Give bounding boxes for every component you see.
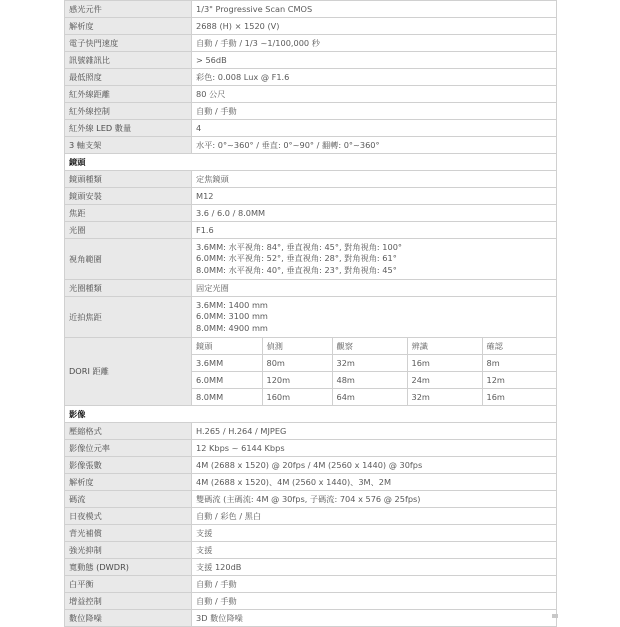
spec-value [192,297,557,338]
spec-value: 支援 120dB [192,559,557,576]
spec-label: 鏡頭安裝 [65,188,192,205]
spec-line: 3.6MM: 水平視角: 84°, 垂直視角: 45°, 對角視角: 100° [196,241,402,252]
spec-label: 視角範圍 [65,239,192,280]
spec-value: 水平: 0°~360° / 垂直: 0°~90° / 翻轉: 0°~360° [192,137,557,154]
spec-label: 寬動態 (DWDR) [65,559,192,576]
spec-label: 碼流 [65,491,192,508]
spec-row [65,103,557,120]
dori-header: 偵測 [262,338,332,355]
spec-label: 鏡頭種類 [65,171,192,188]
spec-label: 焦距 [65,205,192,222]
spec-row [65,188,557,205]
spec-table [64,0,557,627]
dori-value: 80m [262,355,332,372]
dori-row [192,372,556,389]
spec-value: H.265 / H.264 / MJPEG [192,423,557,440]
spec-value: 3D 數位降噪 [192,610,557,627]
spec-value: 2688 (H) × 1520 (V) [192,18,557,35]
spec-label: 強光抑制 [65,542,192,559]
spec-value: 支援 [192,525,557,542]
spec-label: 解析度 [65,18,192,35]
dori-value: 120m [262,372,332,389]
spec-value: 3.6 / 6.0 / 8.0MM [192,205,557,222]
spec-row [65,205,557,222]
section-title: 影像 [65,406,557,423]
spec-label: 影像張數 [65,457,192,474]
spec-row [65,69,557,86]
spec-row [65,474,557,491]
spec-row-focus [65,297,557,338]
spec-row [65,423,557,440]
dori-value: 8m [482,355,556,372]
spec-sheet [64,0,557,627]
spec-value: 雙碼流 (主碼流: 4M @ 30fps, 子碼流: 704 x 576 @ 25fps) [192,491,557,508]
dori-value: 32m [407,389,482,406]
spec-value: 定焦鏡頭 [192,171,557,188]
spec-label: 紅外線距離 [65,86,192,103]
spec-row [65,508,557,525]
spec-label: 增益控制 [65,593,192,610]
spec-row [65,35,557,52]
spec-line: 8.0MM: 4900 mm [196,322,268,333]
spec-label: 光圈種類 [65,280,192,297]
spec-row [65,576,557,593]
dori-cell [192,338,557,406]
dori-header: 觀察 [332,338,407,355]
dori-value: 8.0MM [192,389,262,406]
spec-row [65,18,557,35]
spec-label: 光圈 [65,222,192,239]
section-lens [65,154,557,171]
spec-label: 紅外線 LED 數量 [65,120,192,137]
spec-row [65,120,557,137]
spec-line: 3.6MM: 1400 mm [196,299,268,310]
dori-value: 160m [262,389,332,406]
section-title: 鏡頭 [65,154,557,171]
spec-label: 背光補償 [65,525,192,542]
spec-line: 8.0MM: 水平視角: 40°, 垂直視角: 23°, 對角視角: 45° [196,264,397,275]
spec-value: 固定光圈 [192,280,557,297]
spec-row [65,525,557,542]
spec-row [65,52,557,69]
spec-label: 3 軸支架 [65,137,192,154]
spec-label: 白平衡 [65,576,192,593]
spec-value: 1/3" Progressive Scan CMOS [192,1,557,18]
dori-value: 6.0MM [192,372,262,389]
spec-row [65,86,557,103]
spec-label: 近拍焦距 [65,297,192,338]
spec-value: 4 [192,120,557,137]
spec-value: 自動 / 手動 [192,576,557,593]
spec-label: 影像位元率 [65,440,192,457]
spec-row [65,171,557,188]
spec-value: 自動 / 彩色 / 黑白 [192,508,557,525]
spec-label: 解析度 [65,474,192,491]
dori-header: 確認 [482,338,556,355]
spec-label: 日夜模式 [65,508,192,525]
spec-row [65,137,557,154]
dori-value: 16m [407,355,482,372]
spec-row [65,491,557,508]
spec-label: 電子快門速度 [65,35,192,52]
dori-value: 12m [482,372,556,389]
spec-label: 感光元件 [65,1,192,18]
spec-value: 自動 / 手動 [192,593,557,610]
spec-label: 數位降噪 [65,610,192,627]
spec-value: 自動 / 手動 / 1/3 ~1/100,000 秒 [192,35,557,52]
spec-row [65,593,557,610]
dori-table [192,338,556,405]
spec-label: 最低照度 [65,69,192,86]
spec-row [65,559,557,576]
spec-value [192,239,557,280]
spec-row-fov [65,239,557,280]
spec-label: DORI 距離 [65,338,192,406]
spec-value: F1.6 [192,222,557,239]
dori-value: 48m [332,372,407,389]
spec-row [65,542,557,559]
spec-label: 訊號雜訊比 [65,52,192,69]
spec-row [65,222,557,239]
dori-row [192,355,556,372]
dori-value: 3.6MM [192,355,262,372]
spec-label: 紅外線控制 [65,103,192,120]
dori-value: 32m [332,355,407,372]
spec-value: 4M (2688 x 1520) @ 20fps / 4M (2560 x 1440) @ 30fps [192,457,557,474]
spec-value: M12 [192,188,557,205]
dori-header: 鏡頭 [192,338,262,355]
spec-value: 4M (2688 x 1520)、4M (2560 x 1440)、3M、2M [192,474,557,491]
spec-value: 支援 [192,542,557,559]
dori-header: 辨識 [407,338,482,355]
dori-value: 16m [486,391,505,402]
dori-value: 24m [407,372,482,389]
spec-value: 自動 / 手動 [192,103,557,120]
spec-row [65,457,557,474]
spec-row [65,280,557,297]
dori-value: 64m [332,389,407,406]
spec-row [65,1,557,18]
spec-line: 6.0MM: 3100 mm [196,311,268,322]
spec-row [65,610,557,627]
spec-row-dori [65,338,557,406]
spec-line: 6.0MM: 水平視角: 52°, 垂直視角: 28°, 對角視角: 61° [196,253,397,264]
dori-header-row [192,338,556,355]
section-image [65,406,557,423]
spec-value: 彩色: 0.008 Lux @ F1.6 [192,69,557,86]
spec-value: 80 公尺 [192,86,557,103]
scroll-indicator [552,614,558,618]
spec-value: > 56dB [192,52,557,69]
spec-value: 12 Kbps ~ 6144 Kbps [192,440,557,457]
dori-row [192,389,556,406]
spec-label: 壓縮格式 [65,423,192,440]
spec-row [65,440,557,457]
